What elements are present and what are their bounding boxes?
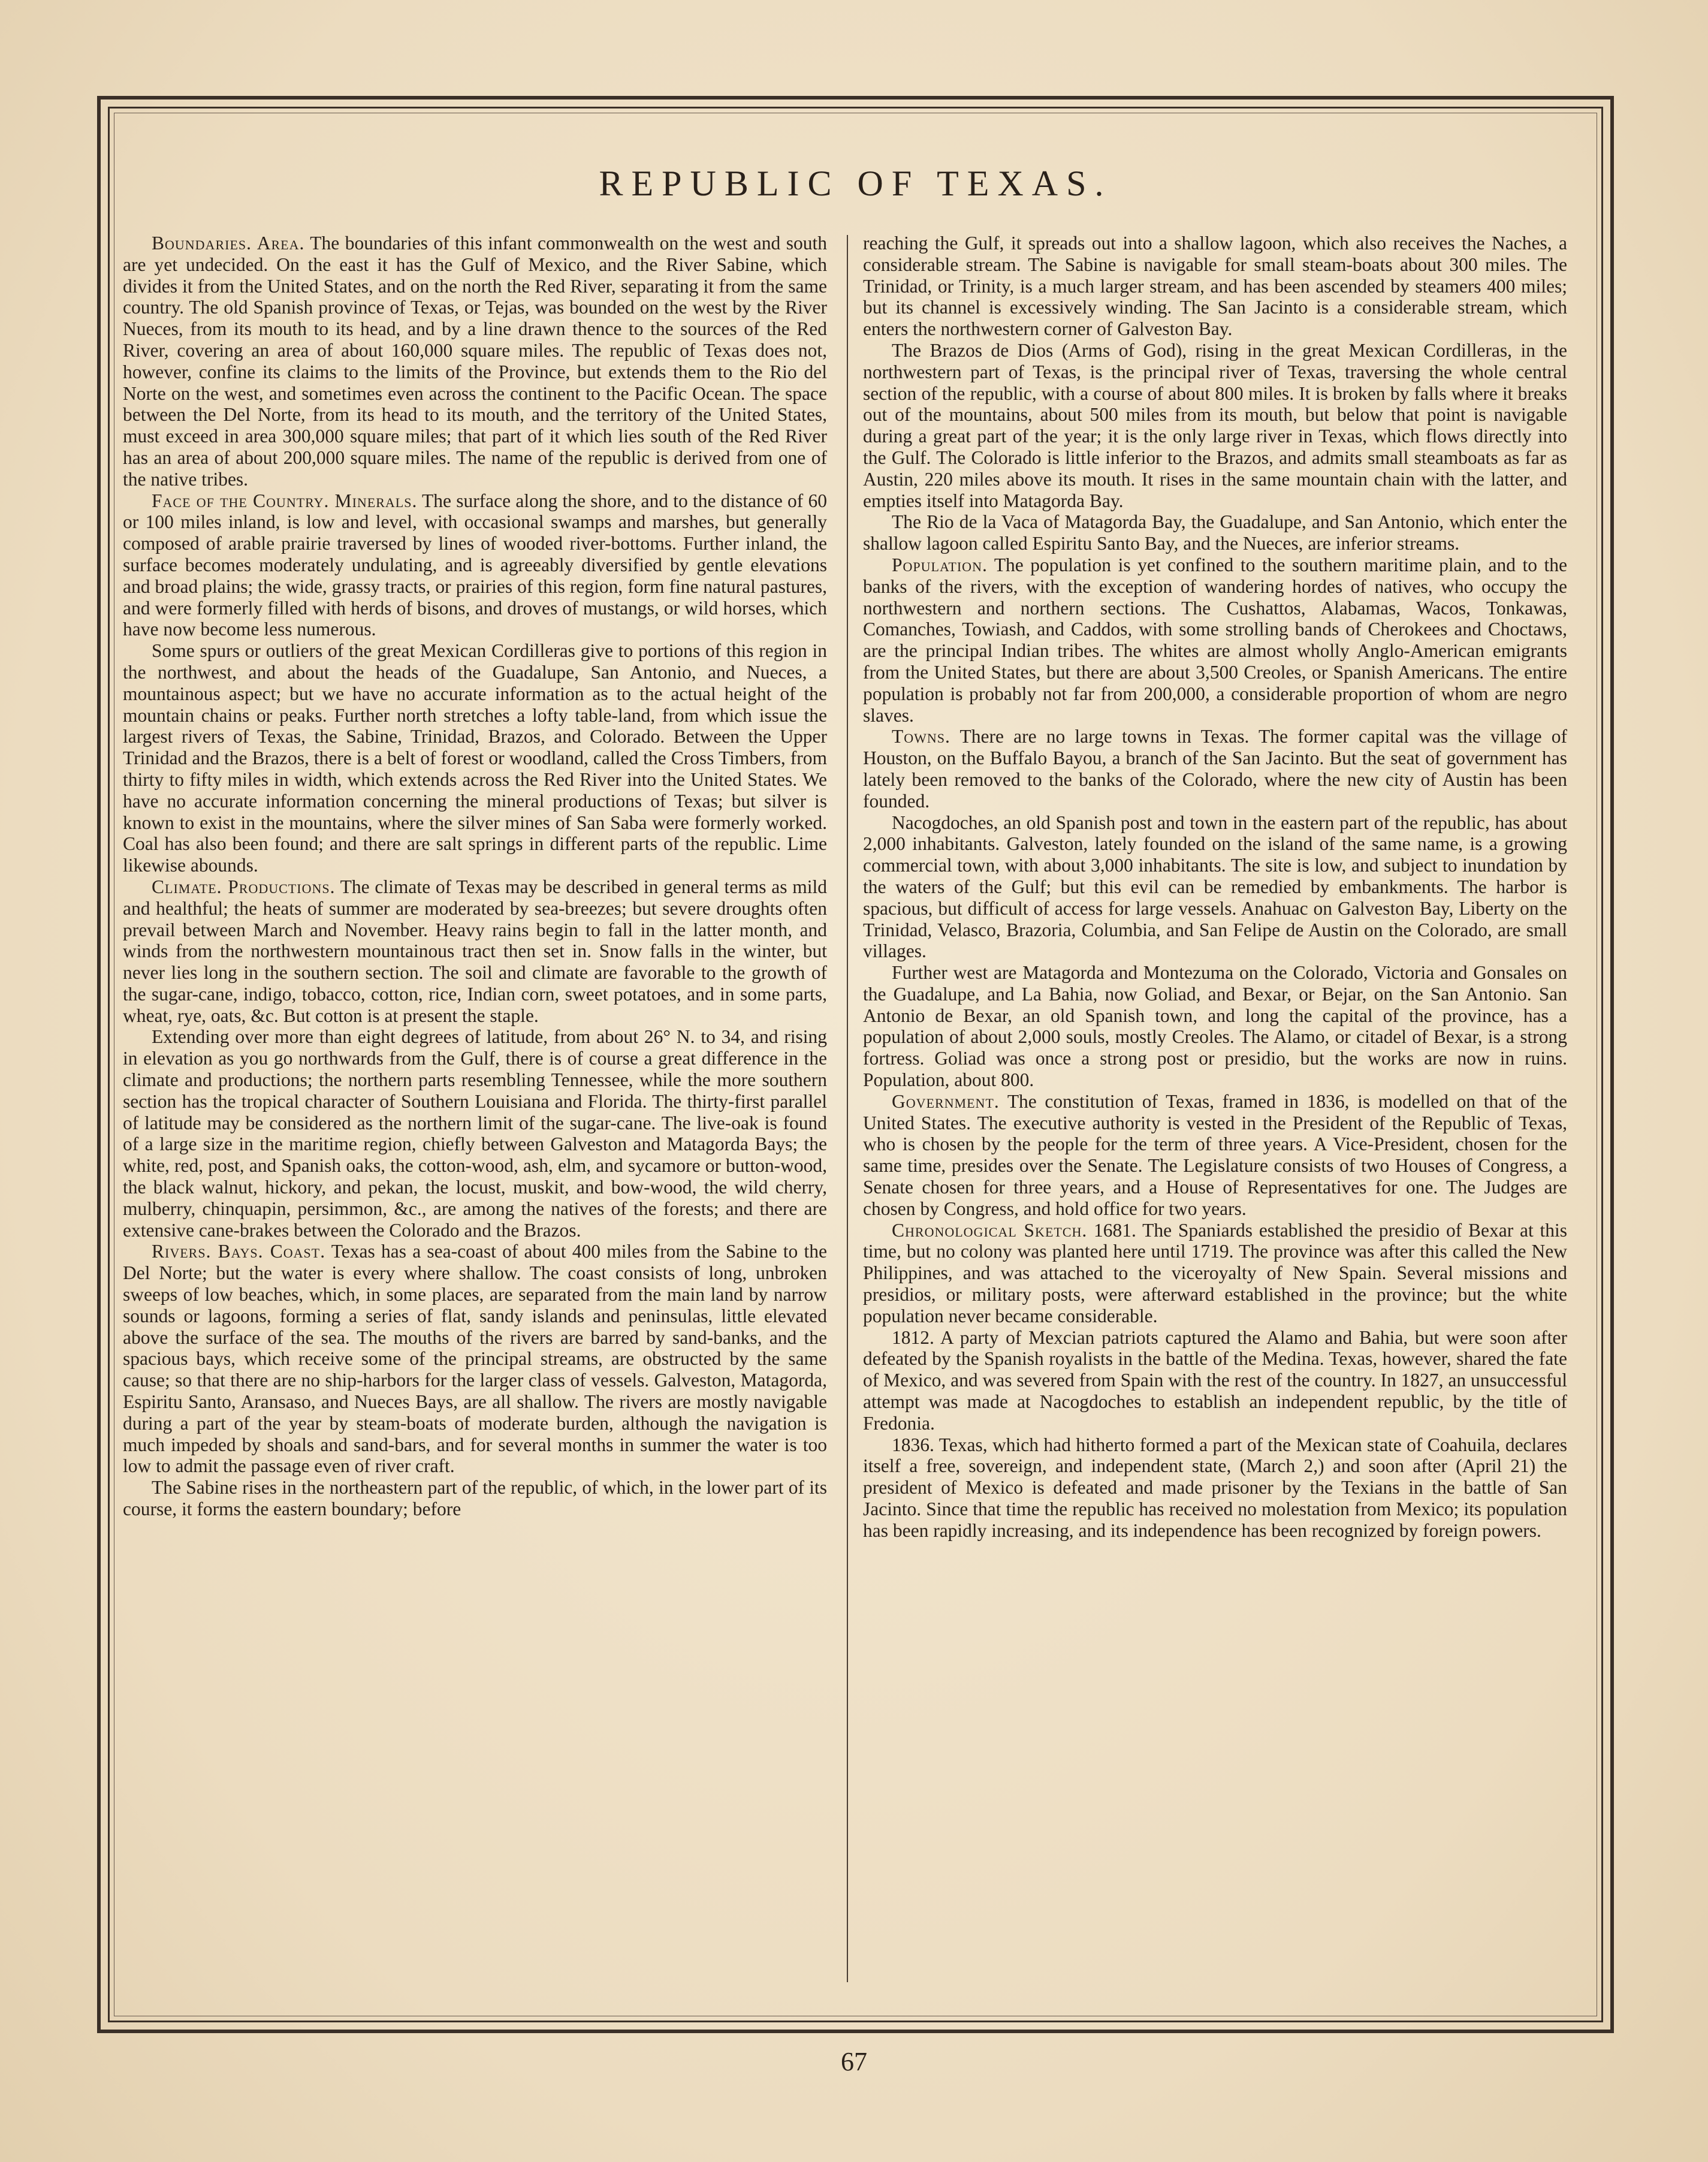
section-heading: Towns. <box>892 726 950 747</box>
paragraph <box>863 511 1567 554</box>
paragraph <box>123 490 827 641</box>
paragraph-text: The Sabine rises in the northeastern part of the republic, of which, in the lower part of its course, it forms the eastern boundary; before <box>123 1477 827 1520</box>
paragraph-text: The boundaries of this infant commonwealth on the west and south are yet undecided. On the east it has the Gulf of Mexico, and the River Sabine, which divides it from the United States, and on the north the Red River, separating it from the same country. The old Spanish province of Texas, or Tejas, was bounded on the west by the River Nueces, from its mouth to its head, and by a line drawn thence to the sources of the Red River, covering an area of about 160,000 square miles. The republic of Texas does not, however, confine its claims to the limits of the Province, but extends them to the Rio del Norte on the west, and sometimes even across the continent to the Pacific Ocean. The space between the Del Norte, from its head to its mouth, and the territory of the United States, must exceed in area 300,000 square miles; that part of it which lies south of the Red River has an area of about 200,000 square miles. The name of the republic is derived from one of the native tribes. <box>123 233 827 490</box>
paragraph-text: The constitution of Texas, framed in 1836, is modelled on that of the United States. The executive authority is vested in the President of the Republic of Texas, who is chosen by the people for the term of three years. A Vice-President, chosen for the same time, presides over the Senate. The Legislature consists of two Houses of Congress, a Senate chosen for three years, and a House of Representatives for one. The Judges are chosen by Congress, and hold office for two years. <box>863 1090 1567 1219</box>
paragraph-text: 1681. The Spaniards established the presidio of Bexar at this time, but no colony was planted here until 1719. The province was after this called the New Philippines, and was attached to the viceroyalty of New Spain. Several missions and presidios, or military posts, were afterward established in the province; but the white population never became considerable. <box>863 1219 1567 1326</box>
section-heading: Chronological Sketch. <box>892 1219 1088 1241</box>
paragraph-text: There are no large towns in Texas. The former capital was the village of Houston, on the Buffalo Bayou, a branch of the San Jacinto. But the seat of government has lately been removed to the banks of the Colorado, where the new city of Austin has been founded. <box>863 726 1567 812</box>
paragraph-text: Further west are Matagorda and Montezuma on the Colorado, Victoria and Gonsales on the Guadalupe, and La Bahia, now Goliad, and Bexar, or Bejar, on the San Antonio. San Antonio de Bexar, an old Spanish town, and long the capital of the province, has a population of about 2,000 souls, mostly Creoles. The Alamo, or citadel of Bexar, is a strong fortress. Goliad was once a strong post or presidio, but the works are now in ruins. Population, about 800. <box>863 962 1567 1091</box>
page-number: 67 <box>841 2047 867 2076</box>
paragraph <box>863 962 1567 1091</box>
paragraph <box>863 1091 1567 1220</box>
paragraph <box>863 233 1567 340</box>
paragraph-text: reaching the Gulf, it spreads out into a shallow lagoon, which also receives the Naches, a considerable stream. The Sabine is navigable for small steam-boats about 300 miles. The Trinidad, or Trinity, is a much larger stream, and has been ascended by steamers 400 miles; but its channel is excessively winding. The San Jacinto is a considerable stream, which enters the northwestern corner of Galveston Bay. <box>863 233 1567 340</box>
paragraph-text: The climate of Texas may be described in general terms as mild and healthful; the heats of summer are moderated by sea-breezes; but severe droughts often prevail between March and November. Heavy rains begin to fall in the latter month, and winds from the northwestern mountainous tract then set in. Snow falls in the winter, but never lies long in the southern section. The soil and climate are favorable to the growth of the sugar-cane, indigo, tobacco, cotton, rice, Indian corn, sweet potatoes, and in some parts, wheat, rye, oats, &c. But cotton is at present the staple. <box>123 876 827 1026</box>
section-heading: Boundaries. Area. <box>152 233 305 254</box>
paragraph <box>863 1434 1567 1542</box>
paragraph-text: Extending over more than eight degrees of latitude, from about 26° N. to 34, and rising in elevation as you go northwards from the Gulf, there is of course a great difference in the climate and productions; the northern parts resembling Tennessee, while the more southern section has the tropical character of Southern Louisiana and Florida. The thirty-first parallel of latitude may be considered as the northern limit of the sugar-cane. The live-oak is found of a large size in the maritime region, chiefly between Galveston and Matagorda Bays; the white, red, post, and Spanish oaks, the cotton-wood, ash, elm, and sycamore or button-wood, the black walnut, hickory, and pekan, the locust, muskit, and bow-wood, the wild cherry, mulberry, chinquapin, persimmon, &c., are among the natives of the forests; and there are extensive cane-brakes between the Colorado and the Brazos. <box>123 1026 827 1241</box>
paragraph <box>863 554 1567 726</box>
paragraph-text: The population is yet confined to the southern maritime plain, and to the banks of the rivers, with the exception of wandering hordes of natives, who occupy the northwestern and northern sections. The Cushattos, Alabamas, Wacos, Tonkawas, Comanches, Towiash, and Caddos, with some strolling bands of Cherokees and Choctaws, are the principal Indian tribes. The whites are almost wholly Anglo-American emigrants from the United States, but there are about 3,500 Creoles, or Spanish Americans. The entire population is probably not far from 200,000, a considerable proportion of whom are negro slaves. <box>863 554 1567 726</box>
left-column <box>123 233 827 1992</box>
paragraph-text: Some spurs or outliers of the great Mexican Cordilleras give to portions of this region in the northwest, and about the heads of the Guadalupe, San Antonio, and Nueces, a mountainous aspect; but we have no accurate information as to the actual height of the mountain chains or peaks. Further north stretches a lofty table-land, from which issue the largest rivers of Texas, the Sabine, Trinidad, Brazos, and Colorado. Between the Upper Trinidad and the Brazos, there is a belt of forest or woodland, called the Cross Timbers, from thirty to fifty miles in width, which extends across the Red River into the United States. We have no accurate information concerning the mineral productions of Texas; but silver is known to exist in the mountains, where the silver mines of San Saba were formerly worked. Coal has also been found; and there are salt springs in different parts of the republic. Lime likewise abounds. <box>123 640 827 876</box>
paragraph <box>123 640 827 876</box>
section-heading: Rivers. Bays. Coast. <box>152 1241 326 1262</box>
paragraph-text: The Brazos de Dios (Arms of God), rising in the great Mexican Cordilleras, in the northwestern part of Texas, is the principal river of Texas, traversing the whole central section of the republic, with a course of about 800 miles. It is broken by falls where it breaks out of the mountains, about 500 miles from its mouth, but below that point is navigable during a great part of the year; it is the only large river in Texas, which flows directly into the Gulf. The Colorado is little inferior to the Brazos, and admits small steamboats as far as Austin, 220 miles above its mouth. It rises in the same mountain chain with the latter, and empties itself into Matagorda Bay. <box>863 339 1567 511</box>
paragraph <box>123 1477 827 1520</box>
paragraph <box>123 1026 827 1241</box>
paragraph <box>863 812 1567 963</box>
column-divider <box>847 235 848 1982</box>
section-heading: Population. <box>892 554 988 575</box>
paragraph <box>123 876 827 1027</box>
page-title: REPUBLIC OF TEXAS. <box>599 164 1112 203</box>
paragraph-text: The Rio de la Vaca of Matagorda Bay, the Guadalupe, and San Antonio, which enter the shallow lagoon called Espiritu Santo Bay, and the Nueces, are inferior streams. <box>863 511 1567 554</box>
paragraph-text: The surface along the shore, and to the distance of 60 or 100 miles inland, is low and level, with occasional swamps and marshes, but generally composed of arable prairie traversed by lines of wooded river-bottoms. Further inland, the surface becomes moderately undulating, and is agreeably diversified by gentle elevations and broad plains; the wide, grassy tracts, or prairies of this region, form fine natural pastures, and were formerly filled with herds of bisons, and droves of mustangs, or wild horses, which have now become less numerous. <box>123 490 827 640</box>
paragraph <box>863 726 1567 812</box>
paragraph-text: 1836. Texas, which had hitherto formed a part of the Mexican state of Coahuila, declares itself a free, sovereign, and independent state, (March 2,) and soon after (April 21) the president of Mexico is defeated and made prisoner by the Texians in the battle of San Jacinto. Since that time the republic has received no molestation from Mexico; its population has been rapidly increasing, and its independence has been recognized by foreign powers. <box>863 1434 1567 1541</box>
paragraph <box>863 1220 1567 1327</box>
paragraph-text: 1812. A party of Mexcian patriots captured the Alamo and Bahia, but were soon after defeated by the Spanish royalists in the battle of the Medina. Texas, however, shared the fate of Mexico, and was severed from Spain with the rest of the country. In 1827, an unsuccessful attempt was made at Nacogdoches to establish an independent republic, by the title of Fredonia. <box>863 1326 1567 1434</box>
section-heading: Government. <box>892 1090 1000 1112</box>
paragraph <box>123 233 827 490</box>
paragraph <box>863 1327 1567 1434</box>
section-heading: Face of the Country. Minerals. <box>152 490 418 511</box>
right-column <box>863 233 1567 1992</box>
section-heading: Climate. Productions. <box>152 876 336 897</box>
paragraph-text: Texas has a sea-coast of about 400 miles from the Sabine to the Del Norte; but the water is every where shallow. The coast consists of long, unbroken sweeps of low beaches, which, in some places, are separated from the main land by narrow sounds or lagoons, forming a series of flat, sandy islands and peninsulas, little elevated above the surface of the sea. The mouths of the rivers are barred by sand-banks, and the spacious bays, which receive some of the principal streams, are obstructed by the same cause; so that there are no ship-harbors for the larger class of vessels. Galveston, Matagorda, Espiritu Santo, Aransaso, and Nueces Bays, are all shallow. The rivers are mostly navigable during a part of the year by steam-boats of moderate burden, although the navigation is much impeded by shoals and sand-bars, and for several months in summer the water is too low to admit the passage even of river craft. <box>123 1241 827 1477</box>
paragraph <box>863 340 1567 511</box>
paragraph <box>123 1241 827 1477</box>
paragraph-text: Nacogdoches, an old Spanish post and town in the eastern part of the republic, has about 2,000 inhabitants. Galveston, lately founded on the island of the same name, is a growing commercial town, with about 3,000 inhabitants. The site is low, and subject to inundation by the waters of the Gulf; but this evil can be remedied by embankments. The harbor is spacious, but difficult of access for large vessels. Anahuac on Galveston Bay, Liberty on the Trinidad, Velasco, Brazoria, Columbia, and San Felipe de Austin on the Colorado, are small villages. <box>863 812 1567 962</box>
